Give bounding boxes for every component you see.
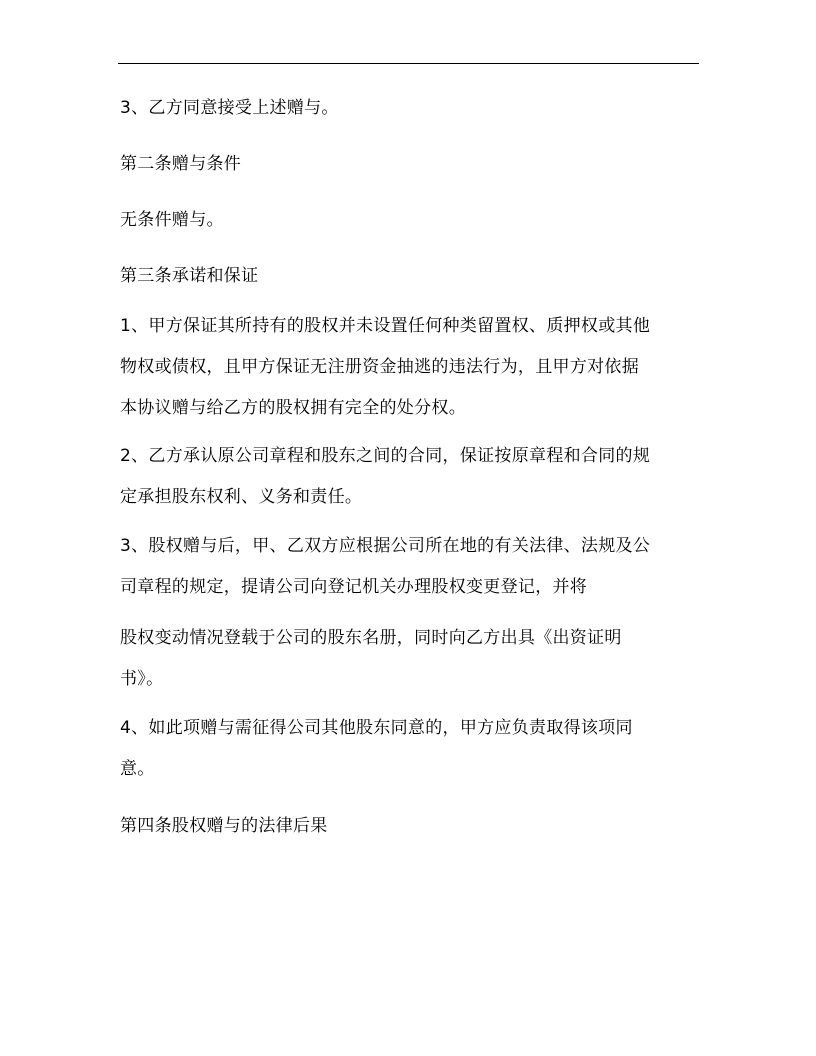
text-line: 1、甲方保证其所持有的股权并未设置任何种类留置权、质押权或其他	[120, 316, 651, 336]
header-rule	[118, 63, 699, 64]
heading-article-2	[120, 144, 700, 185]
paragraph-warranty-3-continued	[120, 618, 700, 700]
text-line: 第二条赠与条件	[120, 154, 242, 174]
paragraph-clause-3-acceptance	[120, 88, 700, 129]
text-line: 3、乙方同意接受上述赠与。	[120, 98, 339, 118]
text-line: 司章程的规定，提请公司向登记机关办理股权变更登记，并将	[120, 577, 588, 597]
text-line: 股权变动情况登载于公司的股东名册，同时向乙方出具《出资证明	[120, 628, 622, 648]
text-line: 第三条承诺和保证	[120, 266, 259, 286]
heading-article-4	[120, 806, 700, 847]
text-line: 物权或债权，且甲方保证无注册资金抽逃的违法行为，且甲方对依据	[120, 357, 639, 377]
text-line: 3、股权赠与后，甲、乙双方应根据公司所在地的有关法律、法规及公	[120, 536, 651, 556]
text-line: 2、乙方承认原公司章程和股东之间的合同，保证按原章程和合同的规	[120, 446, 651, 466]
heading-article-3	[120, 256, 700, 297]
text-line: 意。	[120, 759, 155, 779]
text-line: 定承担股东权利、义务和责任。	[120, 487, 363, 507]
paragraph-warranty-3	[120, 526, 700, 608]
paragraph-unconditional	[120, 200, 700, 241]
text-line: 书》。	[120, 669, 164, 689]
paragraph-warranty-2	[120, 436, 700, 518]
text-line: 本协议赠与给乙方的股权拥有完全的处分权。	[120, 398, 466, 418]
text-line: 第四条股权赠与的法律后果	[120, 816, 328, 836]
text-line: 4、如此项赠与需征得公司其他股东同意的，甲方应负责取得该项同	[120, 718, 633, 738]
paragraph-warranty-4	[120, 708, 700, 790]
text-line: 无条件赠与。	[120, 210, 224, 230]
paragraph-warranty-1	[120, 306, 700, 429]
